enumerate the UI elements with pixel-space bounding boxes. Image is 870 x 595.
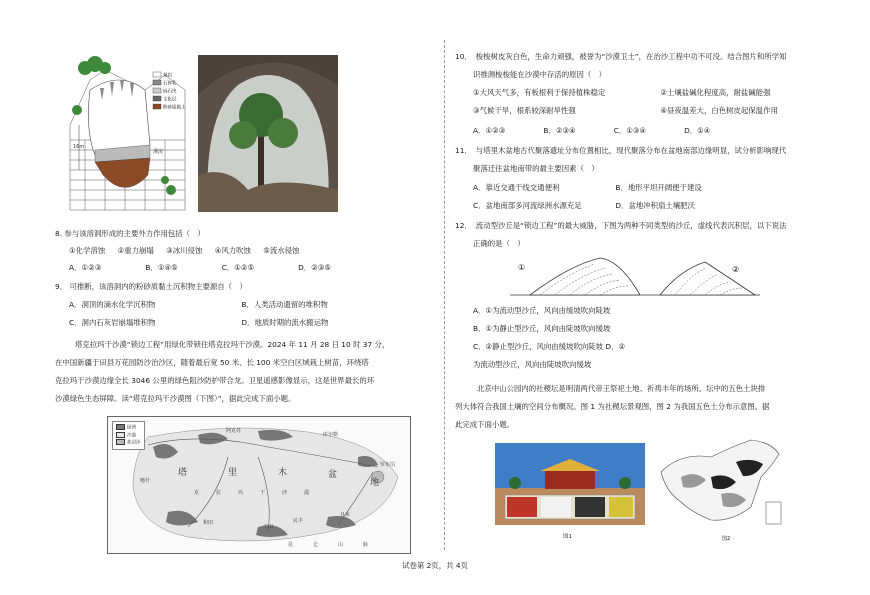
map-legend-2: 盐沼泽 [127, 440, 141, 446]
map-label-hotan: 和田 [203, 520, 214, 526]
q10-option-a: A．①②③ [473, 126, 506, 135]
q11-text-1: 与塔里木盆地古代聚落遗址分布位置相比，现代聚落分布在盆地南部边缘明显，试分析影响现代 [475, 146, 787, 155]
dune-diagram [510, 250, 760, 300]
q9-option-d: D．地质时期的流水搬运物 [241, 318, 329, 327]
q12-option-b: B．①为静止型沙丘，风向由陡坡吹向缓坡 [473, 324, 611, 333]
q11-option-b: B．地形平坦开阔便于建设 [615, 183, 702, 192]
shejitan-photo [495, 443, 645, 525]
q11-option-a: A．靠近交通干线交通便利 [473, 183, 560, 192]
map-legend-0: 绿洲 [127, 425, 136, 431]
q9-stem [55, 282, 247, 292]
map-label-mai: 脉 [363, 542, 369, 548]
passage2-line-2: 列大体符合我国土壤的空间分布概况。图 1 为社稷坛景观图，图 2 为我国五色土分布示意图。据 [455, 402, 770, 411]
q10-option-d: D．①④ [684, 126, 711, 135]
map-label-ke: 克 [194, 490, 200, 496]
q9-option-b: B．人类活动遗留的堆积物 [241, 300, 328, 309]
q10-statements-row1 [473, 88, 780, 98]
passage2-line-1: 北京中山公园内的社稷坛是明清两代帝王祭祀土地、祈祷丰年的场所。坛中的五色土块排 [477, 384, 766, 393]
q9-options-row2 [69, 318, 338, 328]
map-label-shan: 山 [338, 542, 344, 548]
q11-number: 11． [455, 146, 472, 155]
q10-number: 10． [455, 52, 472, 61]
q10-option-c: C．①③④ [613, 126, 647, 135]
q10-stem-1 [455, 52, 786, 62]
q11-options-row1 [473, 183, 712, 193]
q8-number: 8. [55, 229, 63, 238]
q8-statement-5: ⑤流水侵蚀 [263, 246, 300, 255]
passage-line-1: 塔克拉玛干沙漠“锁边工程”用绿化带锁住塔克拉玛干沙漠。2024 年 11 月 28 日 10 时 37 分， [75, 340, 390, 349]
q12-option-a: A．①为流动型沙丘，风向由缓坡吹向陡坡 [473, 306, 611, 315]
map-legend-1: 沙漠 [127, 433, 136, 438]
map-label-la: 拉 [216, 490, 222, 496]
q8-option-d: D．②③⑤ [298, 263, 332, 272]
cave-photo [198, 55, 338, 212]
map-label-qiemo: 且末 [340, 512, 351, 518]
dune-label-2: ② [732, 265, 740, 274]
q10-statement-3: ③气候干旱，根系较深耐旱性强 [473, 106, 576, 115]
map-label-lun: 仑 [313, 542, 319, 548]
q8-option-c: C．①②⑤ [221, 263, 255, 272]
taklamakan-map [107, 416, 411, 554]
q11-option-d: D．盆地冲积扇土壤肥沃 [615, 201, 695, 210]
map-label-mu: 木 [278, 468, 288, 478]
dune-label-1: ① [518, 263, 526, 272]
q10-statements-row2 [473, 106, 788, 116]
cave-stream-label: 溪流 [153, 149, 164, 155]
q10-statement-4: ④昼夜温差大，白色树皮起保温作用 [660, 106, 778, 115]
q8-text: 参与该溶洞形成的主要外力作用包括（ ） [64, 229, 205, 238]
map-label-yutian: 于田 [263, 524, 274, 530]
q9-option-a: A．洞顶的滴水化学沉积物 [69, 300, 156, 309]
q8-statement-2: ②重力崩塌 [117, 246, 154, 255]
q8-option-b: B．①④⑤ [145, 263, 178, 272]
cave-height-label: 16m [73, 144, 85, 150]
map-label-minfeng: 民丰 [293, 518, 304, 524]
cave-legend-1: 石钟乳 [163, 81, 177, 87]
cave-legend-3: 文化层 [163, 97, 177, 103]
q8-statements [69, 246, 309, 256]
map-label-gan: 干 [260, 490, 266, 496]
map-label-pen: 盆 [328, 470, 338, 480]
cave-legend-4: 粉砂质黏土 [163, 105, 186, 111]
map-label-li: 里 [228, 468, 238, 478]
passage2-line-3: 此完成下面小题。 [455, 420, 515, 429]
q11-options-row2 [473, 201, 705, 211]
map-label-di: 地 [370, 478, 380, 488]
q12-option-c: C．②静止型沙丘，风向由缓坡吹向陡坡 D．② [473, 342, 626, 351]
passage-line-4: 沙漠绿色生态屏障。读“塔克拉玛干沙漠图（下图）”，据此完成下面小题。 [55, 394, 296, 403]
map-label-ta: 塔 [178, 468, 188, 478]
column-divider [444, 40, 445, 550]
map-label-aksu: 阿克苏 [226, 428, 242, 434]
q12-text-1: 流动型沙丘是“锁边工程”的最大威胁，下图为两种不同类型的沙丘，虚线代表沉积层，以下说法 [475, 221, 787, 230]
map-label-kun: 昆 [288, 542, 294, 548]
cave-legend-2: 砾石块 [163, 89, 177, 95]
q8-option-a: A．①②③ [69, 263, 102, 272]
q9-number: 9． [55, 282, 68, 291]
q8-statement-4: ④风力吹蚀 [214, 246, 251, 255]
q12-stem-1 [455, 221, 786, 231]
map-label-lopnur: 罗布泊 [380, 462, 396, 468]
q8-statement-3: ③冰川侵蚀 [166, 246, 203, 255]
q8-statement-1: ①化学溶蚀 [69, 246, 106, 255]
cave-diagram [65, 50, 190, 215]
q10-options [473, 126, 720, 136]
page-footer: 试卷第 2页，共 4页 [402, 561, 468, 570]
q10-statement-2: ②土壤盐碱化程度高，耐盐碱能强 [660, 88, 771, 97]
five-color-soil-map [651, 432, 793, 542]
cave-legend-0: 基岩 [163, 73, 172, 79]
passage-line-2: 在中国新疆于田县万花园防沙治沙区，随着最后宽 50 米、长 100 米空白区域栽上树苗，环绕塔 [55, 358, 369, 367]
q11-stem-2: 聚落迁往盆地南带的最主要因素（ ） [473, 164, 599, 173]
q10-statement-1: ①大风天气多，有板根利于保持植株稳定 [473, 88, 606, 97]
q8-options [69, 263, 341, 273]
map-label-korla: 库尔勒 [323, 432, 339, 438]
q8-stem [55, 229, 205, 239]
q12-option-d: 为流动型沙丘，风向由陡坡吹向缓坡 [473, 360, 592, 369]
q9-option-c: C．洞内石灰岩崩塌堆积物 [69, 318, 156, 327]
fig2-caption: 图2 [722, 536, 731, 542]
map-label-kashgar: 喀什 [140, 478, 151, 484]
q12-stem-2: 正确的是（ ） [473, 239, 525, 248]
q10-text-1: 梭梭树皮灰白色，生命力顽强，被誉为“沙漠卫士”，在治沙工程中功不可没。结合图片和所学知 [475, 52, 787, 61]
q10-option-b: B．②③④ [543, 126, 576, 135]
q12-number: 12． [455, 221, 472, 230]
passage-line-3: 克拉玛干沙漠边缘全长 3046 公里的绿色阻沙防护带合龙。卫星遥感影像显示，这是世界最长的环 [55, 376, 375, 385]
map-label-mo: 漠 [304, 490, 310, 496]
q10-stem-2: 识推测梭梭能在沙漠中存活的原因（ ） [473, 70, 607, 79]
q9-options-row1 [69, 300, 338, 310]
q11-option-c: C．盆地南部多河流绿洲水源充足 [473, 201, 582, 210]
fig1-caption: 图1 [563, 534, 572, 540]
map-label-ma: 玛 [238, 490, 244, 496]
q9-text: 可推断，该溶洞内的粉砂质黏土沉积物主要源自（ ） [69, 282, 247, 291]
map-legend [112, 421, 145, 450]
q11-stem-1 [455, 146, 786, 156]
map-label-sha: 沙 [282, 490, 288, 496]
